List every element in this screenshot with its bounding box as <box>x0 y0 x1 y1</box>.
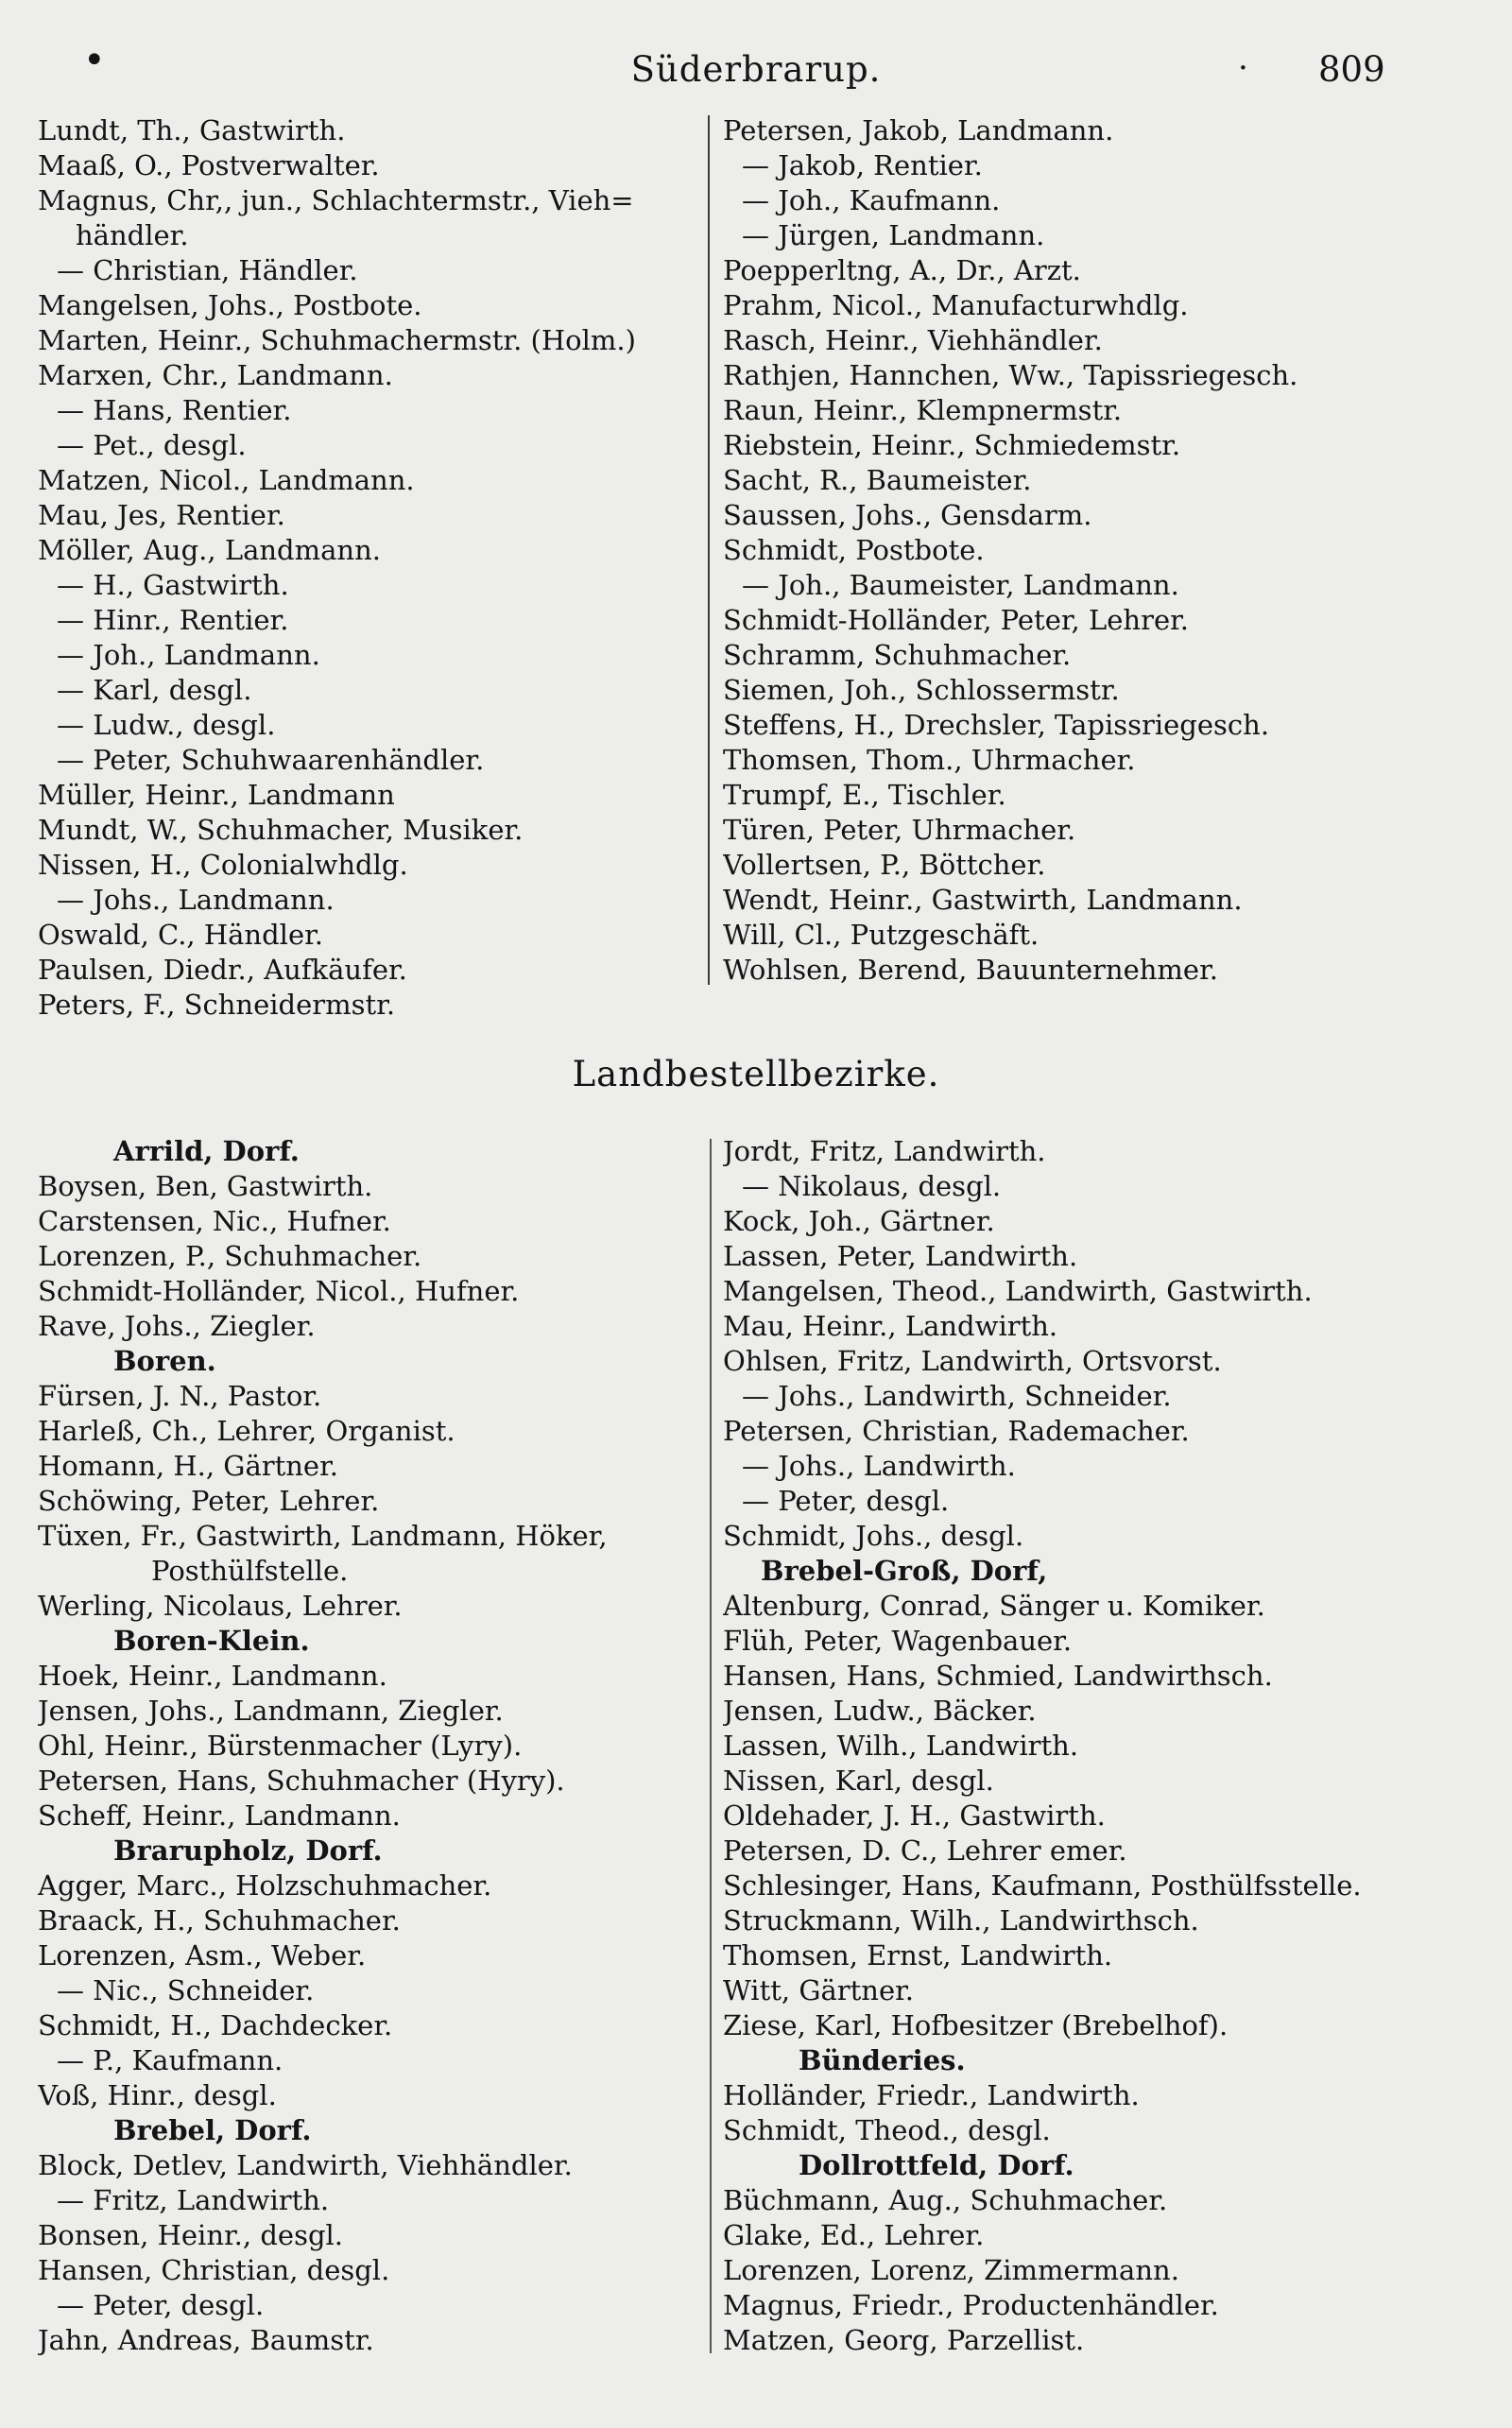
place-heading: Brebel, Dorf. <box>113 2114 312 2146</box>
directory-entry: Lassen, Wilh., Landwirth. <box>723 1730 1079 1762</box>
directory-entry: Jahn, Andreas, Baumstr. <box>38 2324 374 2356</box>
directory-entry: Maaß, O., Postverwalter. <box>38 149 380 181</box>
directory-entry: — Ludw., desgl. <box>57 709 276 741</box>
directory-entry: Lundt, Th., Gastwirth. <box>38 114 346 146</box>
directory-entry: — Johs., Landwirth. <box>742 1450 1016 1482</box>
directory-entry: Scheff, Heinr., Landmann. <box>38 1799 401 1832</box>
directory-entry: Voß, Hinr., desgl. <box>38 2079 277 2111</box>
directory-entry: Posthülfstelle. <box>151 1555 349 1587</box>
directory-entry: Jensen, Johs., Landmann, Ziegler. <box>38 1695 504 1727</box>
place-heading: Brarupholz, Dorf. <box>113 1834 383 1867</box>
directory-entry: Büchmann, Aug., Schuhmacher. <box>723 2184 1168 2216</box>
directory-entry: Siemen, Joh., Schlossermstr. <box>723 674 1120 706</box>
directory-entry: Mangelsen, Theod., Landwirth, Gastwirth. <box>723 1275 1313 1307</box>
directory-entry: Steffens, H., Drechsler, Tapissriegesch. <box>723 709 1270 741</box>
directory-entry: — Johs., Landmann. <box>57 884 335 916</box>
directory-entry: Witt, Gärtner. <box>723 1974 915 2006</box>
directory-entry: Mangelsen, Johs., Postbote. <box>38 289 422 321</box>
directory-entry: — Joh., Kaufmann. <box>742 184 1001 216</box>
directory-entry: Schmidt-Holländer, Peter, Lehrer. <box>723 604 1189 636</box>
directory-entry: Thomsen, Thom., Uhrmacher. <box>723 744 1136 776</box>
directory-entry: — Joh., Baumeister, Landmann. <box>742 569 1179 601</box>
directory-entry: Flüh, Peter, Wagenbauer. <box>723 1625 1073 1657</box>
top-right-column <box>723 113 1479 988</box>
directory-entry: — Christian, Händler. <box>57 254 358 286</box>
directory-entry: Lorenzen, Lorenz, Zimmermann. <box>723 2254 1179 2286</box>
directory-entry: Oswald, C., Händler. <box>38 919 324 951</box>
directory-entry: Magnus, Chr,, jun., Schlachtermstr., Vieh= <box>38 184 634 216</box>
directory-entry: — Jakob, Rentier. <box>742 149 983 181</box>
column-divider-top <box>708 115 710 985</box>
directory-entry: Rave, Johs., Ziegler. <box>38 1310 316 1342</box>
directory-entry: Lorenzen, Asm., Weber. <box>38 1939 367 1972</box>
directory-entry: Struckmann, Wilh., Landwirthsch. <box>723 1904 1199 1937</box>
directory-entry: Ohl, Heinr., Bürstenmacher (Lyry). <box>38 1730 523 1762</box>
place-heading: Bünderies. <box>799 2044 966 2076</box>
directory-entry: Möller, Aug., Landmann. <box>38 534 381 566</box>
directory-entry: — Peter, Schuhwaarenhändler. <box>57 744 485 776</box>
directory-entry: Türen, Peter, Uhrmacher. <box>723 814 1076 846</box>
directory-entry: Prahm, Nicol., Manufacturwhdlg. <box>723 289 1189 321</box>
page-title: Süderbrarup. <box>630 49 882 90</box>
directory-entry: Rasch, Heinr., Viehhändler. <box>723 324 1103 356</box>
directory-entry: Ziese, Karl, Hofbesitzer (Brebelhof). <box>723 2009 1228 2041</box>
directory-entry: — Johs., Landwirth, Schneider. <box>742 1380 1172 1412</box>
directory-entry: Harleß, Ch., Lehrer, Organist. <box>38 1415 455 1447</box>
directory-entry: Block, Detlev, Landwirth, Viehhändler. <box>38 2149 573 2181</box>
directory-entry: Müller, Heinr., Landmann <box>38 779 395 811</box>
directory-entry: Matzen, Nicol., Landmann. <box>38 464 415 496</box>
directory-entry: Wohlsen, Berend, Bauunternehmer. <box>723 954 1218 986</box>
header-dot-right: · <box>1238 49 1248 87</box>
place-heading: Boren. <box>113 1345 216 1377</box>
directory-entry: Hansen, Hans, Schmied, Landwirthsch. <box>723 1660 1273 1692</box>
directory-entry: Oldehader, J. H., Gastwirth. <box>723 1799 1106 1832</box>
directory-entry: Holländer, Friedr., Landwirth. <box>723 2079 1140 2111</box>
directory-entry: Marxen, Chr., Landmann. <box>38 359 393 391</box>
directory-entry: Magnus, Friedr., Productenhändler. <box>723 2289 1219 2321</box>
directory-entry: Ohlsen, Fritz, Landwirth, Ortsvorst. <box>723 1345 1222 1377</box>
directory-entry: Lassen, Peter, Landwirth. <box>723 1240 1078 1272</box>
column-divider-bottom <box>710 1139 712 2353</box>
directory-entry: Schmidt, H., Dachdecker. <box>38 2009 393 2041</box>
directory-entry: — Karl, desgl. <box>57 674 252 706</box>
directory-entry: Trumpf, E., Tischler. <box>723 779 1006 811</box>
directory-entry: Lorenzen, P., Schuhmacher. <box>38 1240 422 1272</box>
directory-entry: — Nikolaus, desgl. <box>742 1170 1002 1202</box>
directory-entry: Agger, Marc., Holzschuhmacher. <box>38 1869 492 1902</box>
directory-entry: Altenburg, Conrad, Sänger u. Komiker. <box>723 1590 1265 1622</box>
directory-entry: Mau, Heinr., Landwirth. <box>723 1310 1058 1342</box>
directory-entry: Matzen, Georg, Parzellist. <box>723 2324 1085 2356</box>
directory-entry: — Peter, desgl. <box>742 1485 950 1517</box>
directory-entry: — Fritz, Landwirth. <box>57 2184 330 2216</box>
directory-entry: Kock, Joh., Gärtner. <box>723 1205 995 1237</box>
directory-entry: — Hinr., Rentier. <box>57 604 289 636</box>
bottom-left-column <box>38 1134 718 2358</box>
top-left-column <box>38 113 699 1023</box>
directory-entry: — Pet., desgl. <box>57 429 247 461</box>
directory-entry: Nissen, H., Colonialwhdlg. <box>38 849 408 881</box>
directory-entry: Schöwing, Peter, Lehrer. <box>38 1485 380 1517</box>
directory-entry: Glake, Ed., Lehrer. <box>723 2219 985 2251</box>
directory-entry: Wendt, Heinr., Gastwirth, Landmann. <box>723 884 1243 916</box>
directory-entry: Sacht, R., Baumeister. <box>723 464 1032 496</box>
directory-entry: Rathjen, Hannchen, Ww., Tapissriegesch. <box>723 359 1298 391</box>
place-heading: Boren-Klein. <box>113 1625 310 1657</box>
directory-entry: — P., Kaufmann. <box>57 2044 284 2076</box>
directory-entry: Boysen, Ben, Gastwirth. <box>38 1170 373 1202</box>
directory-entry: Tüxen, Fr., Gastwirth, Landmann, Höker, <box>38 1520 608 1552</box>
directory-entry: Petersen, Jakob, Landmann. <box>723 114 1114 146</box>
directory-entry: Paulsen, Diedr., Aufkäufer. <box>38 954 407 986</box>
directory-entry: Petersen, Christian, Rademacher. <box>723 1415 1190 1447</box>
place-heading: Dollrottfeld, Dorf. <box>799 2149 1074 2181</box>
directory-entry: Schramm, Schuhmacher. <box>723 639 1072 671</box>
place-heading: Brebel-Groß, Dorf, <box>761 1555 1048 1587</box>
directory-entry: — Joh., Landmann. <box>57 639 320 671</box>
directory-entry: Will, Cl., Putzgeschäft. <box>723 919 1040 951</box>
directory-entry: Schmidt, Theod., desgl. <box>723 2114 1051 2146</box>
section-heading: Landbestellbezirke. <box>572 1054 940 1094</box>
directory-entry: Schmidt, Johs., desgl. <box>723 1520 1024 1552</box>
directory-entry: — H., Gastwirth. <box>57 569 289 601</box>
directory-entry: Petersen, D. C., Lehrer emer. <box>723 1834 1127 1867</box>
directory-entry: Werling, Nicolaus, Lehrer. <box>38 1590 403 1622</box>
directory-entry: Jordt, Fritz, Landwirth. <box>723 1135 1046 1167</box>
directory-entry: Saussen, Johs., Gensdarm. <box>723 499 1092 531</box>
directory-entry: Nissen, Karl, desgl. <box>723 1765 994 1797</box>
directory-entry: Raun, Heinr., Klempnermstr. <box>723 394 1123 426</box>
directory-entry: Hoek, Heinr., Landmann. <box>38 1660 387 1692</box>
directory-entry: Schmidt, Postbote. <box>723 534 985 566</box>
directory-entry: Homann, H., Gärtner. <box>38 1450 338 1482</box>
directory-entry: Schmidt-Holländer, Nicol., Hufner. <box>38 1275 520 1307</box>
directory-entry: — Nic., Schneider. <box>57 1974 315 2006</box>
bottom-right-column <box>723 1134 1479 2358</box>
directory-entry: Jensen, Ludw., Bäcker. <box>723 1695 1037 1727</box>
place-heading: Arrild, Dorf. <box>113 1135 300 1167</box>
directory-entry: Fürsen, J. N., Pastor. <box>38 1380 322 1412</box>
directory-entry: Petersen, Hans, Schuhmacher (Hyry). <box>38 1765 565 1797</box>
page-number: 809 <box>1318 49 1385 90</box>
directory-entry: Bonsen, Heinr., desgl. <box>38 2219 344 2251</box>
directory-entry: Vollertsen, P., Böttcher. <box>723 849 1046 881</box>
directory-entry: händler. <box>76 219 189 251</box>
directory-entry: — Jürgen, Landmann. <box>742 219 1045 251</box>
directory-entry: Marten, Heinr., Schuhmachermstr. (Holm.) <box>38 324 636 356</box>
directory-entry: Poepperltng, A., Dr., Arzt. <box>723 254 1081 286</box>
directory-entry: Braack, H., Schuhmacher. <box>38 1904 401 1937</box>
directory-entry: — Peter, desgl. <box>57 2289 265 2321</box>
directory-entry: — Hans, Rentier. <box>57 394 292 426</box>
page-header <box>0 38 1512 95</box>
directory-entry: Hansen, Christian, desgl. <box>38 2254 390 2286</box>
header-dot: • <box>83 39 106 82</box>
directory-entry: Riebstein, Heinr., Schmiedemstr. <box>723 429 1181 461</box>
directory-entry: Mundt, W., Schuhmacher, Musiker. <box>38 814 524 846</box>
directory-entry: Peters, F., Schneidermstr. <box>38 989 396 1021</box>
directory-entry: Thomsen, Ernst, Landwirth. <box>723 1939 1113 1972</box>
directory-entry: Mau, Jes, Rentier. <box>38 499 285 531</box>
directory-entry: Schlesinger, Hans, Kaufmann, Posthülfsstelle. <box>723 1869 1362 1902</box>
directory-entry: Carstensen, Nic., Hufner. <box>38 1205 391 1237</box>
